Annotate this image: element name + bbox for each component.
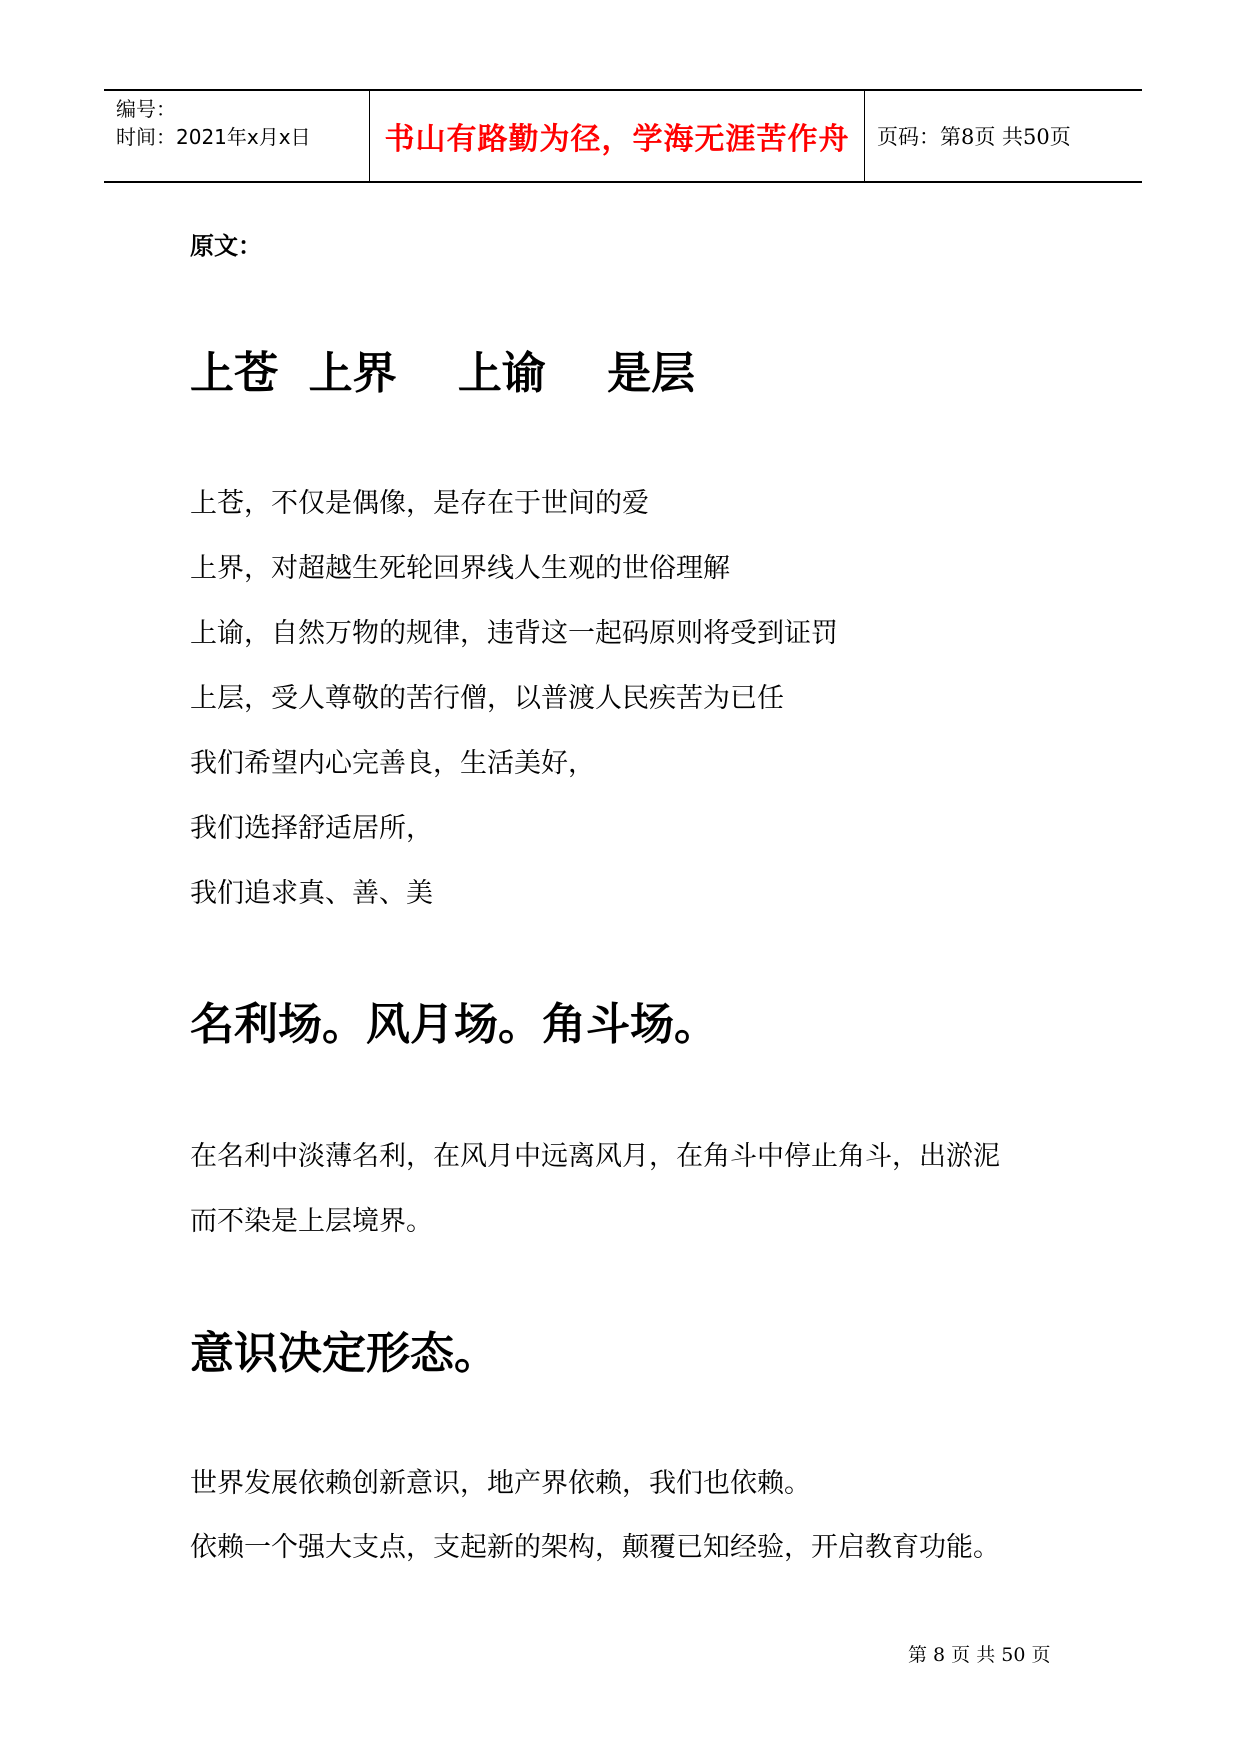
paragraph-line: 而不染是上层境界。 (190, 1206, 433, 1237)
paragraph-line: 上层，受人尊敬的苦行僧，以普渡人民疾苦为已任 (190, 683, 784, 714)
page-footer: 第 8 页 共 50 页 (908, 1644, 1051, 1666)
paragraph-line: 我们追求真、善、美 (190, 878, 433, 909)
document-date: 时间：2021年x月x日 (116, 125, 311, 149)
paragraph-line: 在名利中淡薄名利，在风月中远离风月，在角斗中停止角斗，出淤泥 (190, 1141, 1000, 1172)
paragraph-line: 我们选择舒适居所， (190, 813, 433, 844)
header-page-cell (865, 91, 1142, 181)
header-page-code: 页码：第8页 共50页 (877, 125, 1071, 149)
paragraph-line: 世界发展依赖创新意识，地产界依赖，我们也依赖。 (190, 1468, 811, 1499)
document-header (104, 89, 1142, 183)
original-text-label: 原文： (190, 232, 262, 260)
paragraph-line: 上谕，自然万物的规律，违背这一起码原则将受到证罚 (190, 618, 838, 649)
section-heading: 名利场。风月场。角斗场。 (190, 999, 718, 1050)
section-heading: 上苍 上界 上谕 是层 (190, 348, 696, 399)
paragraph-line: 上苍，不仅是偶像，是存在于世间的爱 (190, 488, 649, 519)
paragraph-line: 依赖一个强大支点，支起新的架构，颠覆已知经验，开启教育功能。 (190, 1532, 1000, 1563)
paragraph-line: 上界，对超越生死轮回界线人生观的世俗理解 (190, 553, 730, 584)
serial-number-label: 编号： (116, 97, 176, 121)
paragraph-line: 我们希望内心完善良，生活美好， (190, 748, 595, 779)
section-heading: 意识决定形态。 (190, 1328, 498, 1379)
header-meta-cell (104, 91, 369, 181)
header-motto: 书山有路勤为径，学海无涯苦作舟 (384, 122, 850, 157)
header-motto-cell (369, 91, 865, 181)
